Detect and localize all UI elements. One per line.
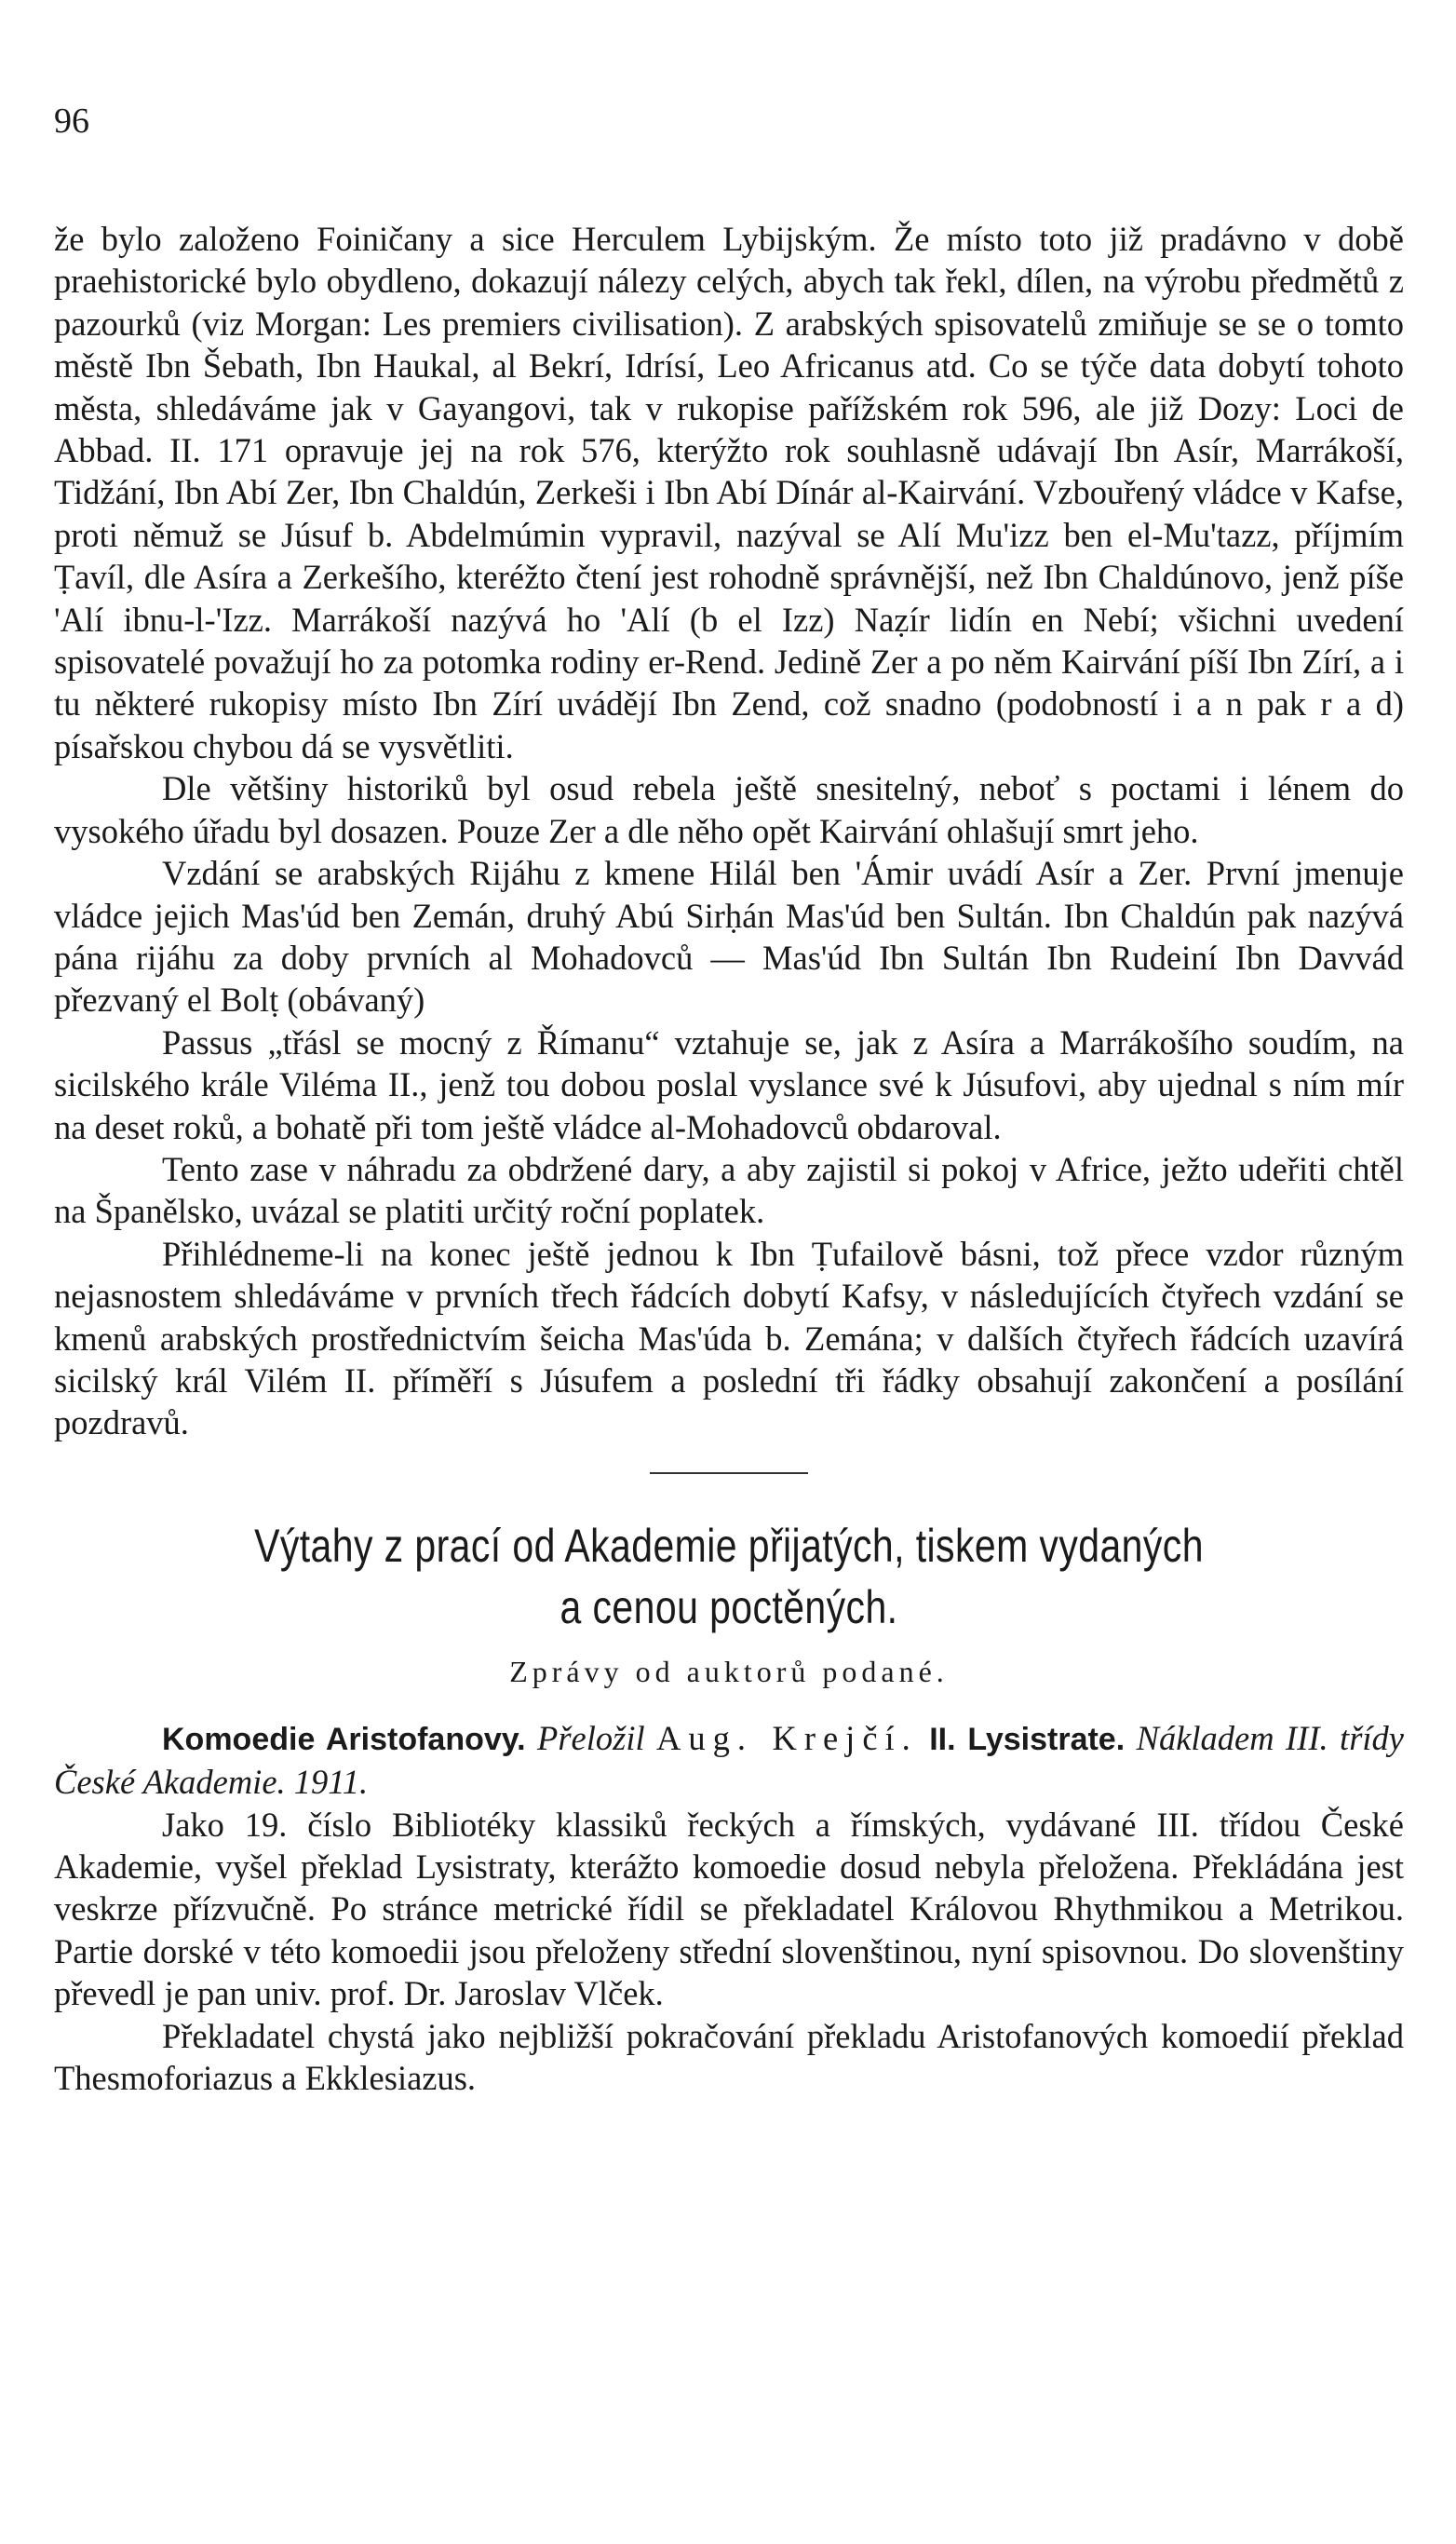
paragraph-rebel-fate: Dle většiny historiků byl osud rebela ještě snesitelný, neboť s poctami i lénem do vysokého úřadu byl dosazen. Pouze Zer a dle něho opět Kairvání ohlašují smrt jeho. <box>54 769 1404 850</box>
entry-title: Komoedie Aristofanovy. <box>162 1721 526 1757</box>
entry-translator-name: Aug. Krejčí. <box>656 1718 918 1757</box>
entry-publisher: Nákladem III. třídy České Akademie. 1911. <box>54 1718 1404 1802</box>
paragraph-tribute: Tento zase v náhradu za obdržené dary, a aby zajistil si pokoj v Africe, ježto udeřiti chtěl na Španělsko, uvázal se platiti určitý roční poplatek. <box>54 1149 1404 1231</box>
entry-paragraph-next: Překladatel chystá jako nejbližší pokračování překladu Aristofanových komoedií překlad Thesmoforiazus a Ekklesiazus. <box>54 2016 1404 2098</box>
page-number: 96 <box>54 101 89 141</box>
section-title-line1: Výtahy z prací od Akademie přijatých, tiskem vydaných <box>254 1519 1204 1572</box>
entry-translator-label: Přeložil <box>537 1718 645 1757</box>
entry-paragraph-translation: Jako 19. číslo Bibliotéky klassiků řeckých a římských, vydávané III. třídou České Akademie, vyšel překlad Lysistraty, kterážto komoedie dosud nebyla přeložena. Překládána jest veskrze přízvučně. Po stránce metrické řídil se překladatel Královou Rhythmikou a Metrikou. Partie dorské v této komoedii jsou přeloženy střední slovenštinou, nyní spisovnou. Do slovenštiny převedl je pan univ. prof. Dr. Jaroslav Vlček. <box>54 1805 1404 2013</box>
entry-volume: II. Lysistrate. <box>929 1721 1126 1757</box>
document-page <box>54 101 1404 2099</box>
section-title <box>176 1515 1283 1638</box>
paragraph-poem-summary: Přihlédneme-li na konec ještě jednou k Ibn Ṭufailově básni, tož přece vzdor různým nejasnostem shledáváme v prvních třech řádcích dobytí Kafsy, v následujících čtyřech vzdání se kmenů arabských prostřednictvím šeicha Mas'úda b. Zemána; v dalších čtyřech řádcích uzavírá sicilský král Vilém II. příměří s Júsufem a poslední tři řádky obsahují zakončení a posílání pozdravů. <box>54 1234 1404 1442</box>
paragraph-arab-tribes: Vzdání se arabských Rijáhu z kmene Hilál ben 'Ámir uvádí Asír a Zer. První jmenuje vládce jejich Mas'úd ben Zemán, druhý Abú Sirḥán Mas'úd ben Sultán. Ibn Chaldún pak nazývá pána rijáhu za doby prvních al Mohadovců — Mas'úd Ibn Sultán Ibn Rudeiní Ibn Davvád přezvaný el Bolṭ (obávaný) <box>54 854 1404 1020</box>
entry-heading <box>54 1717 1404 1804</box>
section-title-line2: a cenou poctěných. <box>559 1580 898 1633</box>
section-divider <box>650 1472 808 1474</box>
section-subtitle: Zprávy od auktorů podané. <box>509 1654 949 1688</box>
paragraph-passus: Passus „třásl se mocný z Římanu“ vztahuje se, jak z Asíra a Marrákošího soudím, na sicilského krále Viléma II., jenž tou dobou poslal vyslance své k Júsufovi, aby ujednal s ním mír na deset roků, a bohatě při tom ještě vládce al-Mohadovců obdaroval. <box>54 1022 1404 1146</box>
paragraph-continued: že bylo založeno Foiničany a sice Herculem Lybijským. Že místo toto již pradávno v době praehistorické bylo obydleno, dokazují nálezy celých, abych tak řekl, dílen, na výrobu předmětů z pazourků (viz Morgan: Les premiers civilisation). Z arabských spisovatelů zmiňuje se se o tomto městě Ibn Šebath, Ibn Haukal, al Bekrí, Idrísí, Leo Africanus atd. Co se týče data dobytí tohoto města, shledáváme jak v Gayangovi, tak v rukopise pařížském rok 596, ale již Dozy: Loci de Abbad. II. 171 opravuje jej na rok 576, kterýžto rok souhlasně udávají Ibn Asír, Marrákoší, Tidžání, Ibn Abí Zer, Ibn Chaldún, Zerkeši i Ibn Abí Dínár al-Kairvání. Vzbouřený vládce v Kafse, proti němuž se Júsuf b. Abdelmúmin vypravil, nazýval se Alí Mu'izz ben el-Mu'tazz, příjmím Ṭavíl, dle Asíra a Zerkešího, kteréžto čtení jest rohodně správnější, než Ibn Chaldúnovo, jenž píše 'Alí ibnu-l-'Izz. Marrákoší nazývá ho 'Alí (b el Izz) Naẓír lidín en Nebí; všichni uvedení spisovatelé považují ho za potomka rodiny er-Rend. Jedině Zer a po něm Kairvání píší Ibn Zírí, a i tu některé rukopisy místo Ibn Zírí uvádějí Ibn Zend, což snadno (podobností i a n pak r a d) písařskou chybou dá se vysvětliti. <box>54 220 1404 765</box>
